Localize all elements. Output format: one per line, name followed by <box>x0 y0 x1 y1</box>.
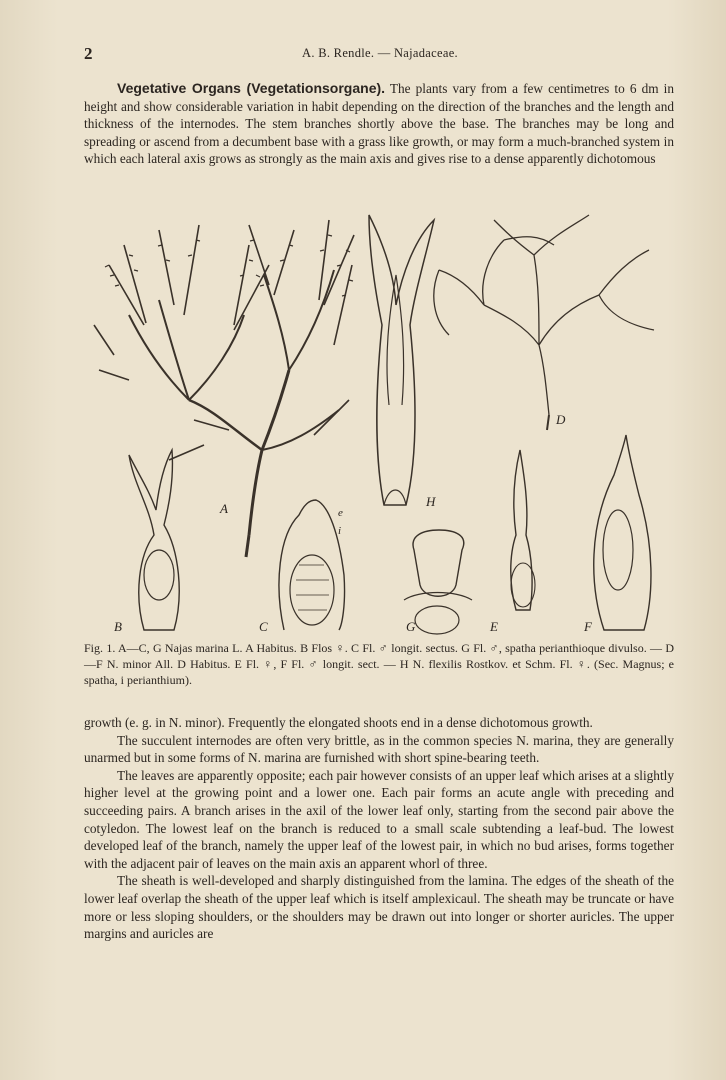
figure-label-e-spatha: e <box>338 507 343 519</box>
figure-label-d: D <box>556 412 566 427</box>
figure-label-g: G <box>406 619 416 634</box>
figure-c-flower <box>279 500 345 630</box>
running-head: A. B. Rendle. — Najadaceae. <box>302 46 458 60</box>
intro-text: The plants vary from a few centimetres to 6 dm in height and show considerable variation in habit depending on the direction of the branches and the length and thickness of the internodes. The stem branches shortly above the base. The branches may be long and spreading or ascend from a decumbent base with a grass like growth, or may form a much-branched system in which each lateral axis grows as strongly as the main axis and gives rise to a dense apparently dichotomous <box>84 81 674 167</box>
caption-text: Fig. 1. A—C, G Najas marina L. A Habitus. B Flos ♀. C Fl. ♂ longit. sectus. G Fl. ♂, spatha perianthioque divulso. — D—F N. minor All. D Habitus. E Fl. ♀, F Fl. ♂ longit. sect. — H N. flexilis Rostkov. et Schm. Fl. ♀. (Sec. Magnus; e spatha, i perianthium). <box>84 641 674 687</box>
figure-label-c: C <box>259 619 268 634</box>
body-text <box>84 714 674 943</box>
paragraph-1: growth (e. g. in N. minor). Frequently the elongated shoots end in a dense dichotomous growth. <box>84 715 593 730</box>
figure-f-flower <box>594 435 651 630</box>
figure-label-a: A <box>220 501 228 516</box>
paragraph-3: The leaves are apparently opposite; each pair however consists of an upper leaf which arises at a slightly higher level at the growing point and a lower one. Each pair forms an acute angle with preceding and succeeding pairs. A branch arises in the axil of the lower leaf only, starting from the second pair above the cotyledon. The lowest leaf on the branch is reduced to a small scale subtending a leaf-bud. The lowest developed leaf of the branch, namely the upper leaf of the lowest pair, in which no bud arises, forms together with the adjacent pair of leaves on the main axis an apparent whorl of three. <box>84 767 674 871</box>
figure-label-h: H <box>426 494 436 509</box>
page-number: 2 <box>84 44 93 63</box>
figure-e-flower <box>511 450 535 610</box>
figure-h-flower <box>369 215 434 505</box>
figure-b-flower <box>129 450 179 630</box>
paragraph-4: The sheath is well-developed and sharply distinguished from the lamina. The edges of the sheath of the lower leaf overlap the sheath of the upper leaf which is itself amplexicaul. The sheath may be truncate or have more or less sloping shoulders, or the shoulders may be drawn out into longer or shorter auricles. The upper margins and auricles are <box>84 873 674 942</box>
page-header <box>84 44 676 64</box>
figure-label-b: B <box>114 619 122 634</box>
figure-caption <box>84 640 674 688</box>
figure-d-habit <box>434 215 654 430</box>
figure-label-f: F <box>584 619 592 634</box>
intro-paragraph <box>84 80 674 168</box>
botanical-figure <box>84 205 676 638</box>
section-heading: Vegetative Organs (Vegetationsorgane). <box>117 80 386 96</box>
figure-label-e: E <box>490 619 498 634</box>
figure-label-i-perianth: i <box>338 525 342 537</box>
figure-illustration <box>84 205 676 638</box>
paragraph-2: The succulent internodes are often very brittle, as in the common species N. marina, they are generally unarmed but in some forms of N. marina are furnished with short spine-bearing teeth. <box>84 732 674 766</box>
